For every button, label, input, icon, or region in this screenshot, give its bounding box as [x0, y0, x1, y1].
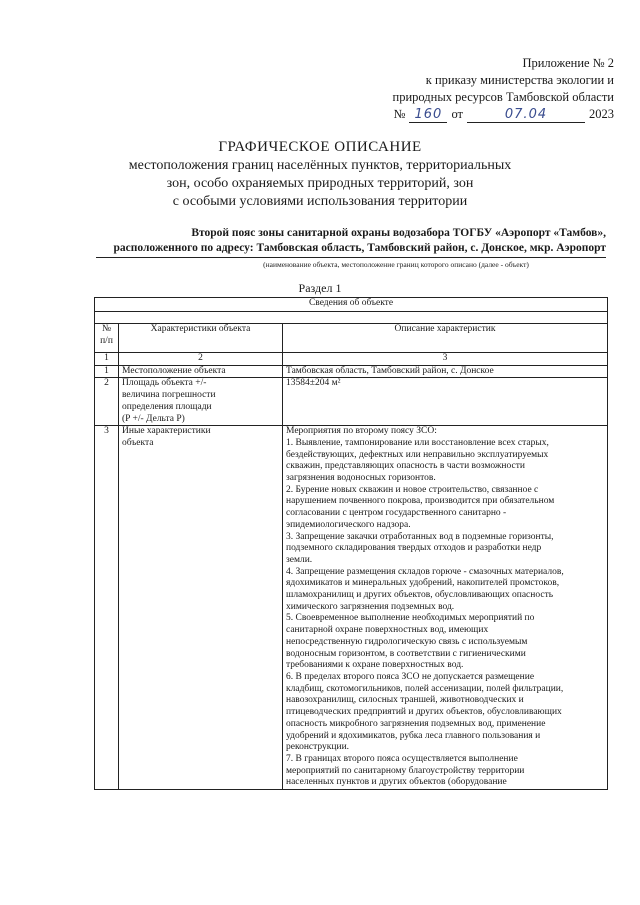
object-name-line-2: расположенного по адресу: Тамбовская область, Тамбовский район, с. Донское, мкр. Аэропорт	[96, 241, 606, 258]
heading-sub-2: зон, особо охраняемых природных территорий, зон	[166, 176, 474, 191]
object-info-table	[94, 297, 608, 790]
row-number: 3	[95, 426, 119, 790]
row-description: 13584±204 м²	[283, 378, 608, 426]
table-body	[95, 365, 608, 789]
from-label: от	[451, 107, 463, 121]
document-heading	[60, 137, 580, 211]
appendix-line-2: природных ресурсов Тамбовской области	[392, 90, 614, 104]
row-characteristic: Площадь объекта +/- величина погрешности определения площади (P +/- Дельта P)	[119, 378, 283, 426]
table-row	[95, 365, 608, 378]
table-spacer-row	[95, 312, 608, 324]
appendix-title: Приложение № 2	[522, 56, 614, 70]
heading-sub-1: местоположения границ населённых пунктов, территориальных	[128, 158, 512, 173]
table-title-row	[95, 298, 608, 312]
order-number-line	[284, 106, 614, 123]
table-row	[95, 378, 608, 426]
table-header-row	[95, 324, 608, 353]
table-title: Сведения об объекте	[95, 298, 608, 312]
order-year: 2023	[589, 107, 614, 121]
header-characteristic: Характеристики объекта	[119, 324, 283, 353]
heading-sub-3: с особыми условиями использования территории	[172, 194, 468, 209]
appendix-header	[284, 55, 614, 123]
object-caption: (наименование объекта, местоположение границ которого описано (далее - объект)	[263, 260, 529, 269]
heading-main: ГРАФИЧЕСКОЕ ОПИСАНИЕ	[218, 139, 422, 155]
order-number: 160	[409, 108, 447, 123]
row-characteristic: Иные характеристики объекта	[119, 426, 283, 790]
row-description: Тамбовская область, Тамбовский район, с. Донское	[283, 365, 608, 378]
object-name-block	[96, 226, 606, 270]
column-number-row: 1 2 3	[95, 353, 608, 366]
order-date: 07.04	[467, 108, 585, 123]
row-characteristic: Местоположение объекта	[119, 365, 283, 378]
table-row	[95, 426, 608, 790]
row-number: 1	[95, 365, 119, 378]
object-name-line-1: Второй пояс зоны санитарной охраны водозабора ТОГБУ «Аэропорт «Тамбов»,	[191, 227, 606, 239]
number-prefix: №	[393, 107, 406, 121]
section-label: Раздел 1	[298, 281, 342, 295]
appendix-line-1: к приказу министерства экологии и	[425, 73, 614, 87]
row-number: 2	[95, 378, 119, 426]
header-num: № п/п	[95, 324, 119, 353]
row-description: Мероприятия по второму поясу ЗСО: 1. Выявление, тампонирование или восстановление всех старых, бездействующих, дефектных или неправильно эксплуатируемых скважин, представляющих опасность в части возможности загрязнения водоносных горизонтов. 2. Бурение новых скважин и новое строительство, связанное с нарушением почвенного покрова, производится при обязательном согласовании с центром государственного санитарно - эпидемиологического надзора. 3. Запрещение закачки отработанных вод в подземные горизонты, подземного складирования твердых отходов и разработки недр земли. 4. Запрещение размещения складов горюче - смазочных материалов, ядохимикатов и минеральных удобрений, накопителей промстоков, шламохранилищ и других объектов, обусловливающих опасность химического загрязнения подземных вод. 5. Своевременное выполнение необходимых мероприятий по санитарной охране поверхностных вод, имеющих непосредственную гидрологическую связь с используемым водоносным горизонтом, в соответствии с гигиеническими требованиями к охране поверхностных вод. 6. В пределах второго пояса ЗСО не допускается размещение кладбищ, скотомогильников, полей ассенизации, полей фильтрации, навозохранилищ, силосных траншей, животноводческих и птицеводческих предприятий и других объектов, обусловливающих опасность микробного загрязнения подземных вод, применение удобрений и ядохимикатов, рубка леса главного пользования и реконструкции. 7. В границах второго пояса осуществляется выполнение мероприятий по санитарному благоустройству территории населенных пунктов и других объектов (оборудование	[283, 426, 608, 790]
header-description: Описание характеристик	[283, 324, 608, 353]
